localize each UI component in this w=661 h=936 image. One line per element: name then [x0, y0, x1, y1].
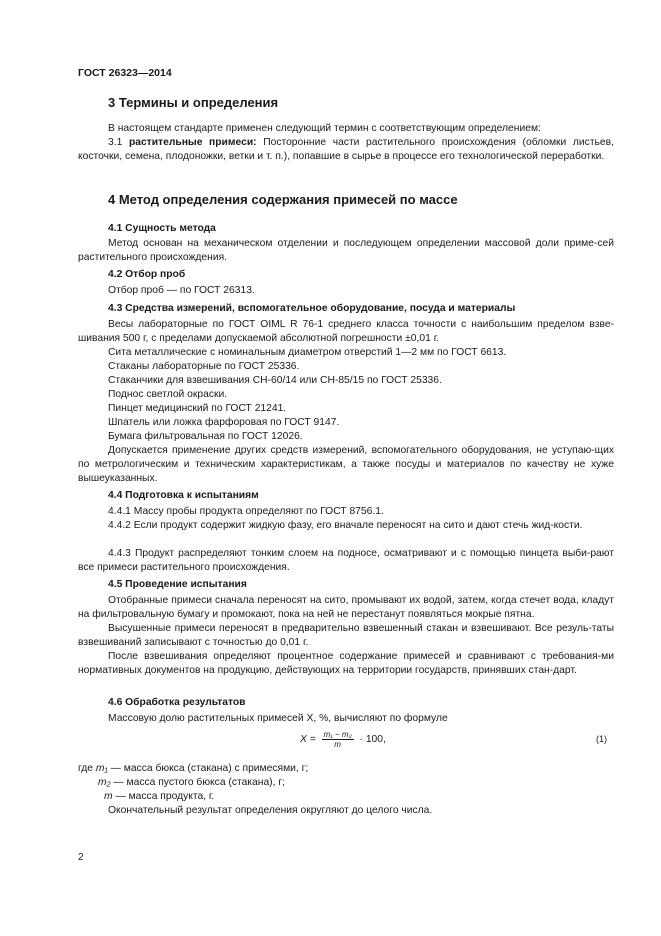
clause-4-4-1: 4.4.1 Массу пробы продукта определяют по ГОСТ 8756.1.	[108, 506, 384, 517]
term-definition	[78, 136, 614, 164]
where-prefix: где	[78, 763, 94, 774]
where-symbol: m₁	[95, 763, 108, 774]
section-3-title: 3 Термины и определения	[108, 95, 279, 110]
section-4-5-title: 4.5 Проведение испытания	[108, 579, 247, 590]
where-item	[78, 762, 308, 776]
section-4-5-p2: Высушенные примеси переносят в предварительно взвешенный стакан и взвешивают. Все резуль-таты взвешиваний записывают с точностью до 0,01 г.	[78, 623, 614, 648]
formula-numerator: m₁ − m₂	[323, 730, 352, 739]
formula-1	[300, 730, 386, 749]
page-number: 2	[78, 852, 84, 863]
section-3-intro: В настоящем стандарте применен следующий термин с соответствующим определением:	[108, 123, 541, 134]
standard-header: ГОСТ 26323—2014	[78, 67, 172, 79]
where-text: — масса бюкса (стакана) с примесями, г;	[107, 763, 309, 774]
section-4-3-scales: Весы лабораторные по ГОСТ OIML R 76-1 среднего класса точности с наибольшим пределом взве-шивания 500 г, с пределами допускаемой абсолютной погрешности ±0,01 г.	[78, 319, 614, 344]
term-name: растительные примеси:	[128, 137, 257, 148]
where-symbol: m	[104, 791, 113, 802]
section-4-3-title: 4.3 Средства измерений, вспомогательное оборудование, посуда и материалы	[108, 303, 516, 314]
section-4-4-title: 4.4 Подготовка к испытаниям	[108, 490, 259, 501]
section-4-3-alternatives: Допускается применение других средств измерений, вспомогательного оборудования, не уступаю-щих по метрологическим и техническим характеристикам, а также посуды и материалов по качеству не хуже вышеуказанных.	[78, 445, 614, 484]
where-item	[104, 790, 214, 804]
section-4-6-intro: Массовую долю растительных примесей X, %, вычисляют по формуле	[108, 713, 448, 724]
equipment-item: Стаканчики для взвешивания СН-60/14 или СН-85/15 по ГОСТ 25336.	[108, 375, 442, 386]
where-item	[98, 776, 285, 790]
formula-fraction	[322, 730, 354, 749]
clause-4-4-2: 4.4.2 Если продукт содержит жидкую фазу, его вначале переносят на сито и дают стечь жид-кости.	[108, 520, 583, 531]
equipment-item: Поднос светлой окраски.	[108, 389, 228, 400]
where-symbol: m₂	[98, 777, 111, 788]
where-text: — масса продукта, г.	[112, 791, 215, 802]
formula-lhs: X =	[300, 734, 316, 746]
final-statement: Окончательный результат определения округляют до целого числа.	[108, 805, 433, 816]
equipment-item: Стаканы лабораторные по ГОСТ 25336.	[108, 361, 300, 372]
section-4-1-text: Метод основан на механическом отделении и последующем определении массовой доли приме-сей растительного происхождения.	[78, 238, 614, 263]
section-4-2-text: Отбор проб — по ГОСТ 26313.	[108, 285, 255, 296]
section-4-6-title: 4.6 Обработка результатов	[108, 697, 246, 708]
section-4-5-p1: Отобранные примеси сначала переносят на сито, промывают их водой, затем, когда стечет вода, кладут на фильтровальную бумагу и промокают, пока на ней не перестанут появляться мокрые пятна.	[78, 595, 614, 620]
term-number: 3.1	[108, 137, 123, 148]
equipment-item: Шпатель или ложка фарфоровая по ГОСТ 9147.	[108, 417, 340, 428]
equipment-item: Пинцет медицинский по ГОСТ 21241.	[108, 403, 287, 414]
term-text: Посторонние части растительного происхождения (обломки листьев, косточки, семена, плодоножки, ветки и т. п.), попавшие в сырье в процессе его технологической переработки.	[78, 137, 614, 162]
section-4-2-title: 4.2 Отбор проб	[108, 269, 186, 280]
formula-number: (1)	[596, 734, 607, 744]
formula-denominator: m	[334, 740, 341, 749]
where-text: — масса пустого бюкса (стакана), г;	[110, 777, 285, 788]
section-4-title: 4 Метод определения содержания примесей по массе	[108, 192, 458, 207]
formula-rhs: · 100,	[359, 734, 386, 746]
equipment-item: Сита металлические с номинальным диаметром отверстий 1—2 мм по ГОСТ 6613.	[108, 347, 507, 358]
section-4-1-title: 4.1 Сущность метода	[108, 223, 216, 234]
equipment-item: Бумага фильтровальная по ГОСТ 12026.	[108, 431, 303, 442]
clause-4-4-3: 4.4.3 Продукт распределяют тонким слоем на подносе, осматривают и с помощью пинцета выби-рают все примеси растительного происхождения.	[78, 548, 614, 573]
section-4-5-p3: После взвешивания определяют процентное содержание примесей и сравнивают с требования-ми нормативных документов на продукцию, действующих на территории государств, принявших стан-дарт.	[78, 651, 614, 676]
